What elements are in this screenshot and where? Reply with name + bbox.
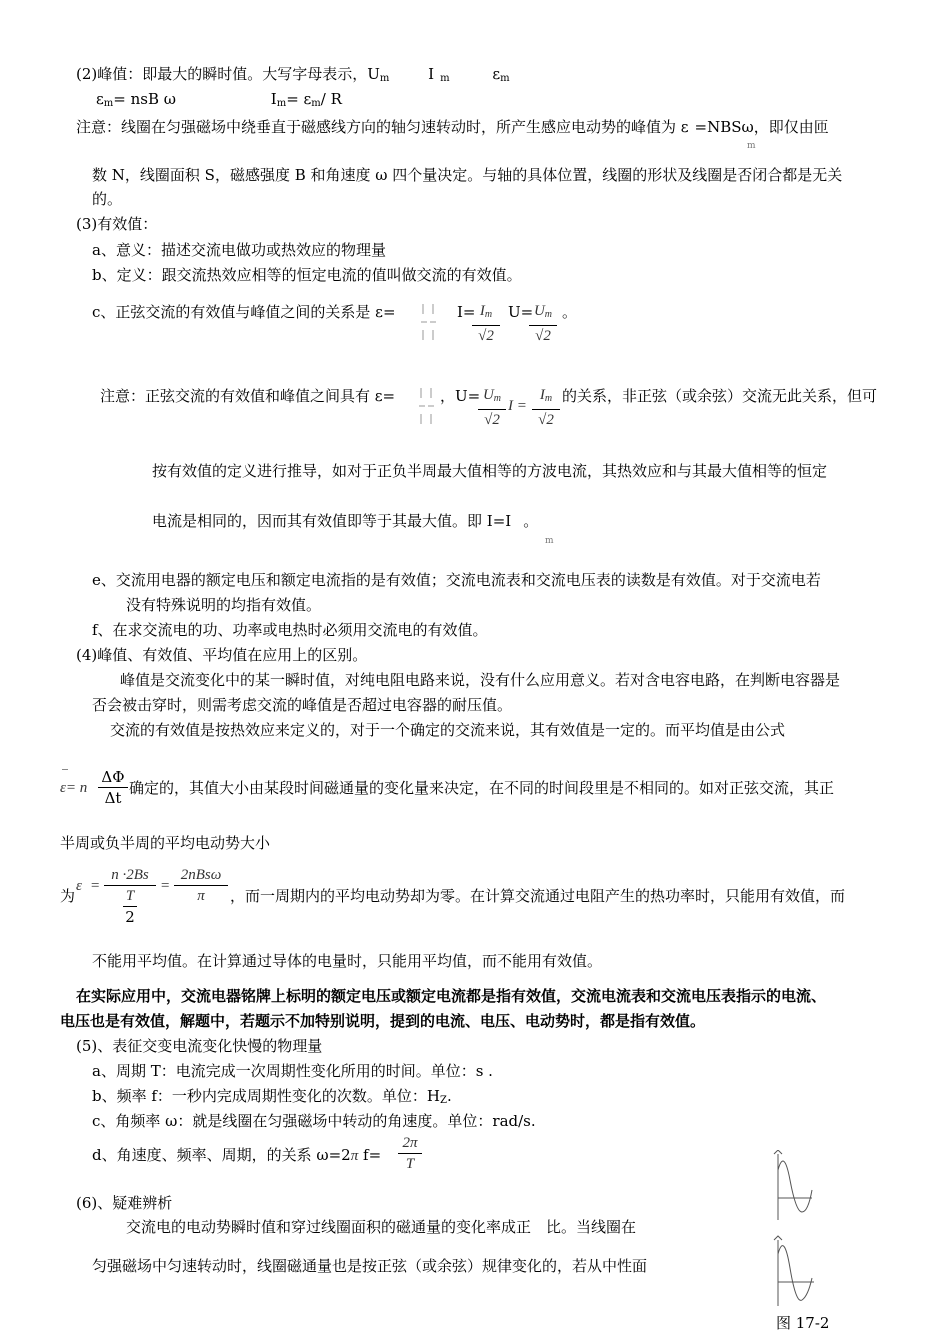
figure-17-2-graphs bbox=[770, 1150, 830, 1310]
note-sinusoidal-cont: 的关系，非正弦（或余弦）交流无此关系，但可 bbox=[562, 387, 878, 405]
square-wave-subscript: m bbox=[545, 536, 554, 546]
figure-caption: 图 17-2 bbox=[776, 1314, 830, 1332]
square-wave-conclusion: 电流是相同的，因而其有效值即等于其最大值。即 I=I 。 bbox=[152, 512, 539, 530]
peak-application-cont: 否会被击穿时，则需考虑交流的峰值是否超过电容器的耐压值。 bbox=[92, 696, 513, 714]
effective-relation-end: 。 bbox=[562, 303, 578, 321]
avg-emf-symbol-2: ε bbox=[76, 878, 82, 894]
difficulty-heading: (6)、疑难辨析 bbox=[76, 1194, 173, 1212]
nbsw-over-pi: 2nBsω π bbox=[174, 866, 228, 905]
eq-2: = bbox=[160, 878, 171, 894]
note-sinusoidal-u: ，U= bbox=[440, 387, 481, 405]
difference-heading: (4)峰值、有效值、平均值在应用上的区别。 bbox=[76, 646, 368, 664]
note-sinusoidal-i: I = bbox=[508, 398, 527, 414]
note-peak-emf: 注意：线圈在匀强磁场中绕垂直于磁感线方向的轴匀速转动时，所产生感应电动势的峰值为 ε =NBSω，即仅由匝 bbox=[76, 118, 829, 136]
effective-relation-u: U= bbox=[508, 303, 534, 321]
n2bs-over-halfT: n ·2Bs T 2 bbox=[104, 866, 156, 926]
note-sinusoidal: 注意：正弦交流的有效值和峰值之间具有 ε= bbox=[100, 387, 396, 405]
dphi-over-dt: ΔΦ Δt bbox=[98, 768, 128, 807]
angular-frequency-definition: c、角频率 ω：就是线圈在匀强磁场中转动的角速度。单位：rad/s. bbox=[92, 1112, 536, 1130]
speed-heading: (5)、表征交变电流变化快慢的物理量 bbox=[76, 1037, 323, 1055]
um-over-root2: Um √2 bbox=[529, 302, 557, 345]
effective-application: 交流的有效值是按热效应来定义的，对于一个确定的交流来说，其有效值是一定的。而平均值是由公式 bbox=[110, 721, 786, 739]
average-value-explain: 确定的，其值大小由某段时间磁通量的变化量来决定，在不同的时间段里是不相同的。如对正弦交流，其正 bbox=[129, 779, 835, 797]
im-over-root2: Im √2 bbox=[472, 302, 500, 345]
work-power-note: f、在求交流电的功、功率或电热时必须用交流电的有效值。 bbox=[92, 621, 488, 639]
effective-relation-i: I= bbox=[457, 303, 476, 321]
peak-value-formulas: εm= nsB ω Im= εm/ R bbox=[96, 90, 342, 109]
charge-note: 不能用平均值。在计算通过导体的电量时，只能用平均值，而不能用有效值。 bbox=[92, 952, 603, 970]
avg-emf-symbol: ε= n bbox=[60, 780, 88, 796]
difficulty-text-cont: 匀强磁场中匀速转动时，线圈磁通量也是按正弦（或余弦）规律变化的，若从中性面 bbox=[92, 1257, 648, 1275]
half-cycle-explain: ，而一周期内的平均电动势却为零。在计算交流通过电阻产生的热功率时，只能用有效值，而 bbox=[230, 887, 846, 905]
avg-bar-mark: ‾ bbox=[62, 767, 68, 781]
square-wave-explain: 按有效值的定义进行推导，如对于正负半周最大值相等的方波电流，其热效应和与其最大值相等的恒定 bbox=[152, 462, 828, 480]
garbled-formula-glyph bbox=[420, 300, 438, 344]
half-cycle-average: 半周或负半周的平均电动势大小 bbox=[60, 834, 271, 852]
eq-1: = bbox=[90, 878, 101, 894]
peak-application: 峰值是交流变化中的某一瞬时值，对纯电阻电路来说，没有什么应用意义。若对含电容电路，在判断电容器是 bbox=[120, 671, 841, 689]
effective-value-heading: (3)有效值： bbox=[76, 215, 158, 233]
half-cycle-prefix: 为 bbox=[60, 887, 76, 905]
rated-values-note-cont: 没有特殊说明的均指有效值。 bbox=[126, 596, 322, 614]
im-over-root2-note: Im √2 bbox=[532, 386, 560, 429]
garbled-formula-glyph-2 bbox=[418, 384, 436, 428]
twopi-over-T: 2π T bbox=[398, 1134, 422, 1173]
note-peak-emf-cont: 数 N，线圈面积 S，磁感强度 B 和角速度 ω 四个量决定。与轴的具体位置，线圈的形状及线圈是否闭合都是无关 bbox=[92, 166, 843, 184]
effective-meaning: a、意义：描述交流电做功或热效应的物理量 bbox=[92, 241, 386, 259]
effective-relation: c、正弦交流的有效值与峰值之间的关系是 ε= bbox=[92, 303, 396, 321]
relation-omega: d、角速度、频率、周期，的关系 ω=2π f= bbox=[92, 1146, 382, 1164]
frequency-definition: b、频率 f：一秒内完成周期性变化的次数。单位：HZ. bbox=[92, 1087, 452, 1106]
note-peak-emf-end: 的。 bbox=[92, 190, 123, 208]
effective-definition: b、定义：跟交流热效应相等的恒定电流的值叫做交流的有效值。 bbox=[92, 266, 522, 284]
bold-practical-note: 在实际应用中，交流电器铭牌上标明的额定电压或额定电流都是指有效值，交流电流表和交流电压表指示的电流、 bbox=[76, 987, 827, 1005]
difficulty-text: 交流电的电动势瞬时值和穿过线圈面积的磁通量的变化率成正 比。当线圈在 bbox=[126, 1218, 637, 1236]
um-over-root2-note: Um √2 bbox=[478, 386, 506, 429]
peak-value-heading: (2)峰值：即最大的瞬时值。大写字母表示，Um I m εm bbox=[76, 65, 510, 84]
rated-values-note: e、交流用电器的额定电压和额定电流指的是有效值；交流电流表和交流电压表的读数是有效值。对于交流电若 bbox=[92, 571, 821, 589]
bold-practical-note-cont: 电压也是有效值，解题中，若题示不加特别说明，提到的电流、电压、电动势时，都是指有效值。 bbox=[60, 1012, 706, 1030]
period-definition: a、周期 T：电流完成一次周期性变化所用的时间。单位：s . bbox=[92, 1062, 493, 1080]
note-peak-emf-subscript: m bbox=[747, 141, 756, 151]
